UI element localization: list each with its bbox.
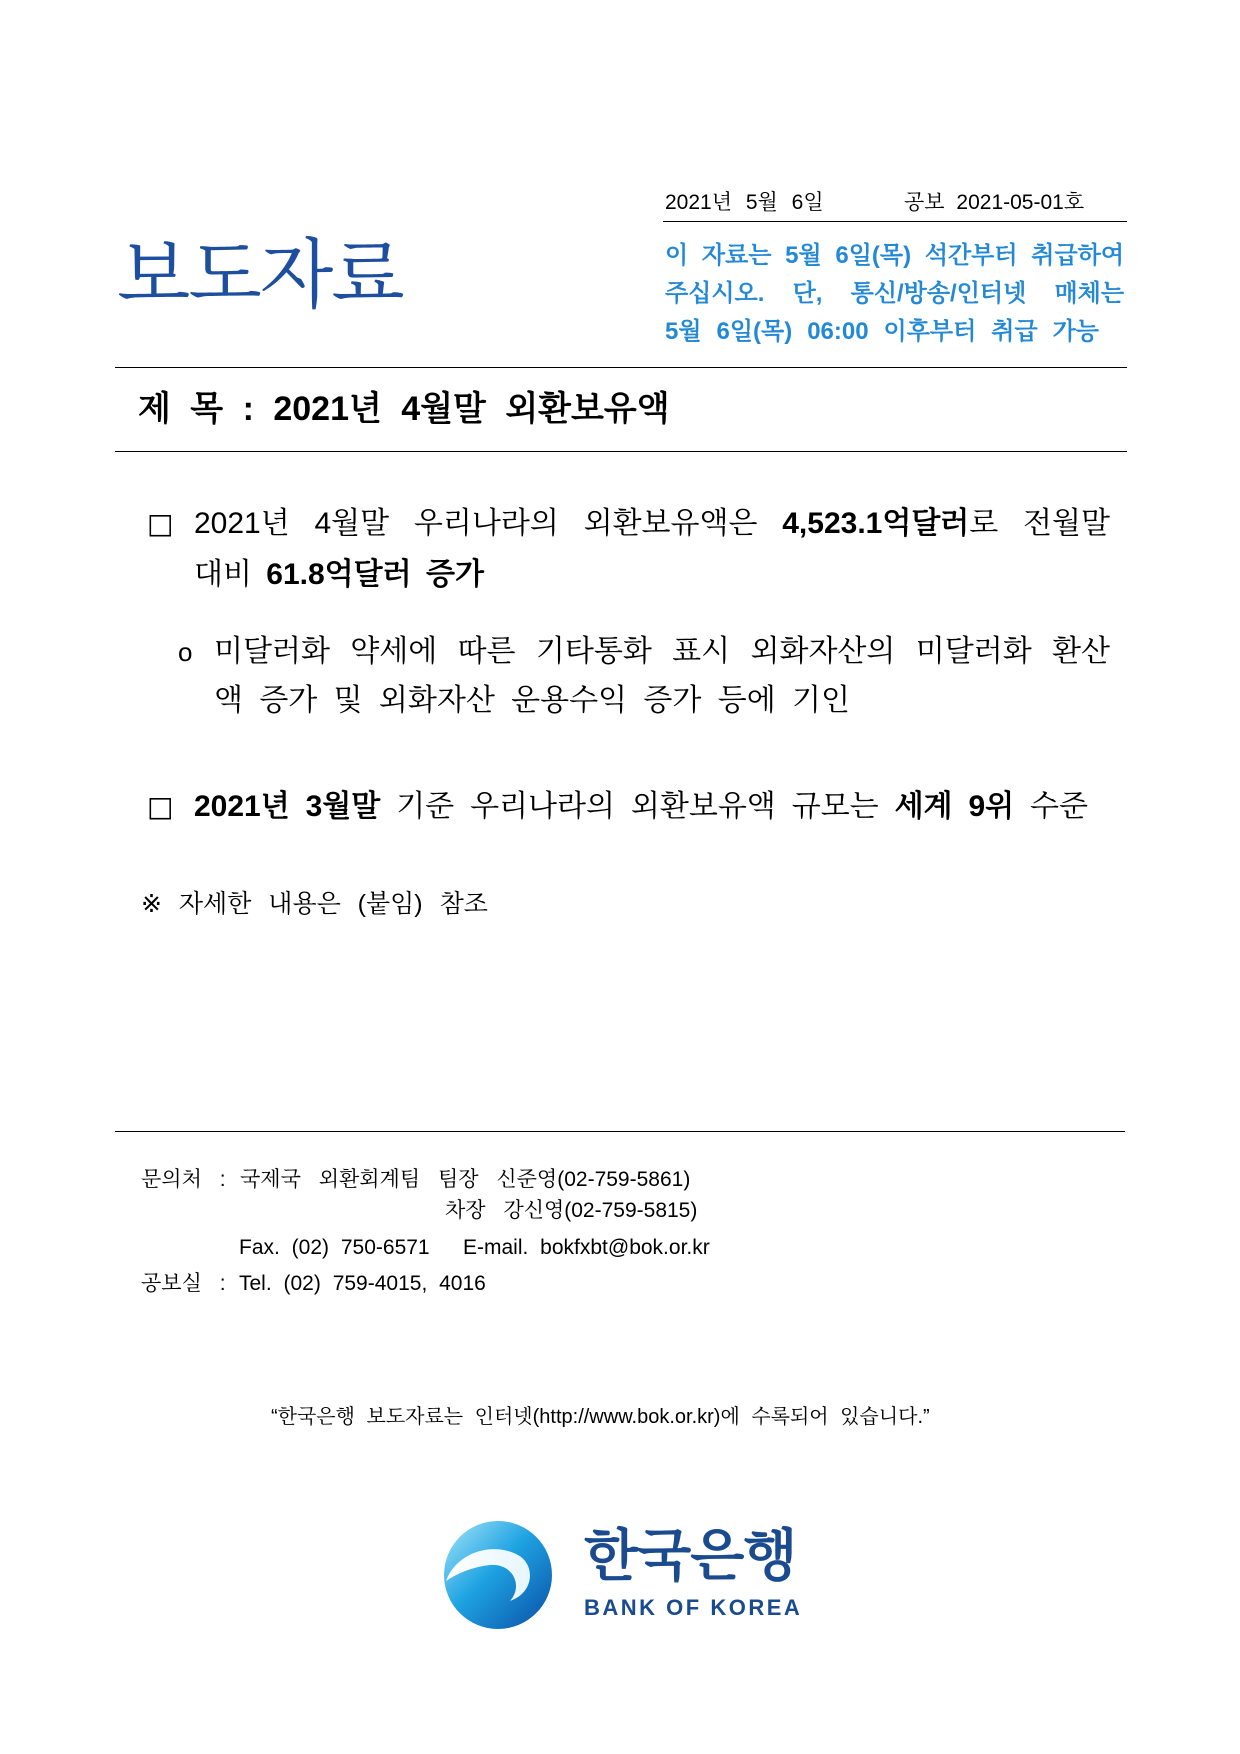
detail-line: 미달러화 약세에 따른 기타통화 표시 외화자산의 미달러화 환산 bbox=[214, 635, 1110, 668]
point1-text: 대비 bbox=[194, 558, 267, 591]
square-bullet-icon: □ bbox=[147, 507, 174, 540]
reference-note: ※ 자세한 내용은 (붙임) 참조 bbox=[141, 890, 488, 918]
bank-of-korea-emblem-icon bbox=[440, 1517, 556, 1633]
subject-bottom-divider bbox=[115, 451, 1127, 452]
subject-row bbox=[138, 389, 670, 429]
reserve-amount: 4,523.1억달러 bbox=[782, 507, 970, 540]
point1-text: 로 전월말 bbox=[969, 507, 1110, 540]
release-number: 공보 2021-05-01호 bbox=[904, 191, 1085, 214]
document-type-heading: 보도자료 bbox=[117, 233, 403, 318]
inquiry-label: 문의처 : bbox=[141, 1168, 226, 1191]
subject-label: 제 목 : bbox=[138, 390, 254, 428]
inquiry-contact: 국제국 외환회계팀 팀장 신준영(02-759-5861) bbox=[240, 1168, 691, 1191]
point1-text: 2021년 4월말 우리나라의 외환보유액은 bbox=[194, 507, 783, 540]
point2-text: 수준 bbox=[1014, 790, 1089, 823]
sub-bullet-icon: o bbox=[178, 637, 193, 667]
subject-top-divider bbox=[115, 367, 1127, 368]
world-ranking: 세계 9위 bbox=[894, 790, 1015, 823]
square-bullet-icon: □ bbox=[147, 790, 174, 823]
inquiry-contact: 차장 강신영(02-759-5815) bbox=[445, 1199, 698, 1222]
release-date: 2021년 5월 6일 bbox=[665, 191, 824, 214]
website-notice: “한국은행 보도자료는 인터넷(http://www.bok.or.kr)에 수록되어 있습니다.” bbox=[271, 1406, 930, 1428]
header-divider bbox=[663, 221, 1127, 222]
embargo-notice bbox=[665, 237, 1124, 351]
pr-office-phone: Tel. (02) 759-4015, 4016 bbox=[239, 1272, 486, 1295]
fax-number: Fax. (02) 750-6571 bbox=[239, 1236, 430, 1259]
point1-line2 bbox=[194, 555, 484, 595]
contacts-divider bbox=[115, 1131, 1125, 1132]
embargo-notice-line: 이 자료는 5월 6일(목) 석간부터 취급하여 bbox=[665, 242, 1124, 269]
detail-line: 액 증가 및 외화자산 운용수익 증가 등에 기인 bbox=[214, 684, 850, 717]
logo-korean-name: 한국은행 bbox=[584, 1524, 797, 1587]
pr-office-label: 공보실 : bbox=[141, 1272, 226, 1295]
ranking-period: 2021년 3월말 bbox=[194, 790, 381, 823]
embargo-notice-line: 5월 6일(목) 06:00 이후부터 취급 가능 bbox=[665, 318, 1099, 345]
embargo-notice-line: 주십시오. 단, 통신/방송/인터넷 매체는 bbox=[665, 280, 1124, 307]
point2-line bbox=[194, 787, 1088, 827]
subject-title: 2021년 4월말 외환보유액 bbox=[273, 390, 670, 428]
point1-line1 bbox=[194, 504, 1110, 544]
emblem-circle bbox=[444, 1521, 552, 1629]
reserve-change: 61.8억달러 증가 bbox=[266, 558, 484, 591]
point2-text: 기준 우리나라의 외환보유액 규모는 bbox=[380, 790, 895, 823]
email-address: E-mail. bokfxbt@bok.or.kr bbox=[463, 1236, 710, 1259]
logo-english-name: BANK OF KOREA bbox=[584, 1595, 803, 1620]
